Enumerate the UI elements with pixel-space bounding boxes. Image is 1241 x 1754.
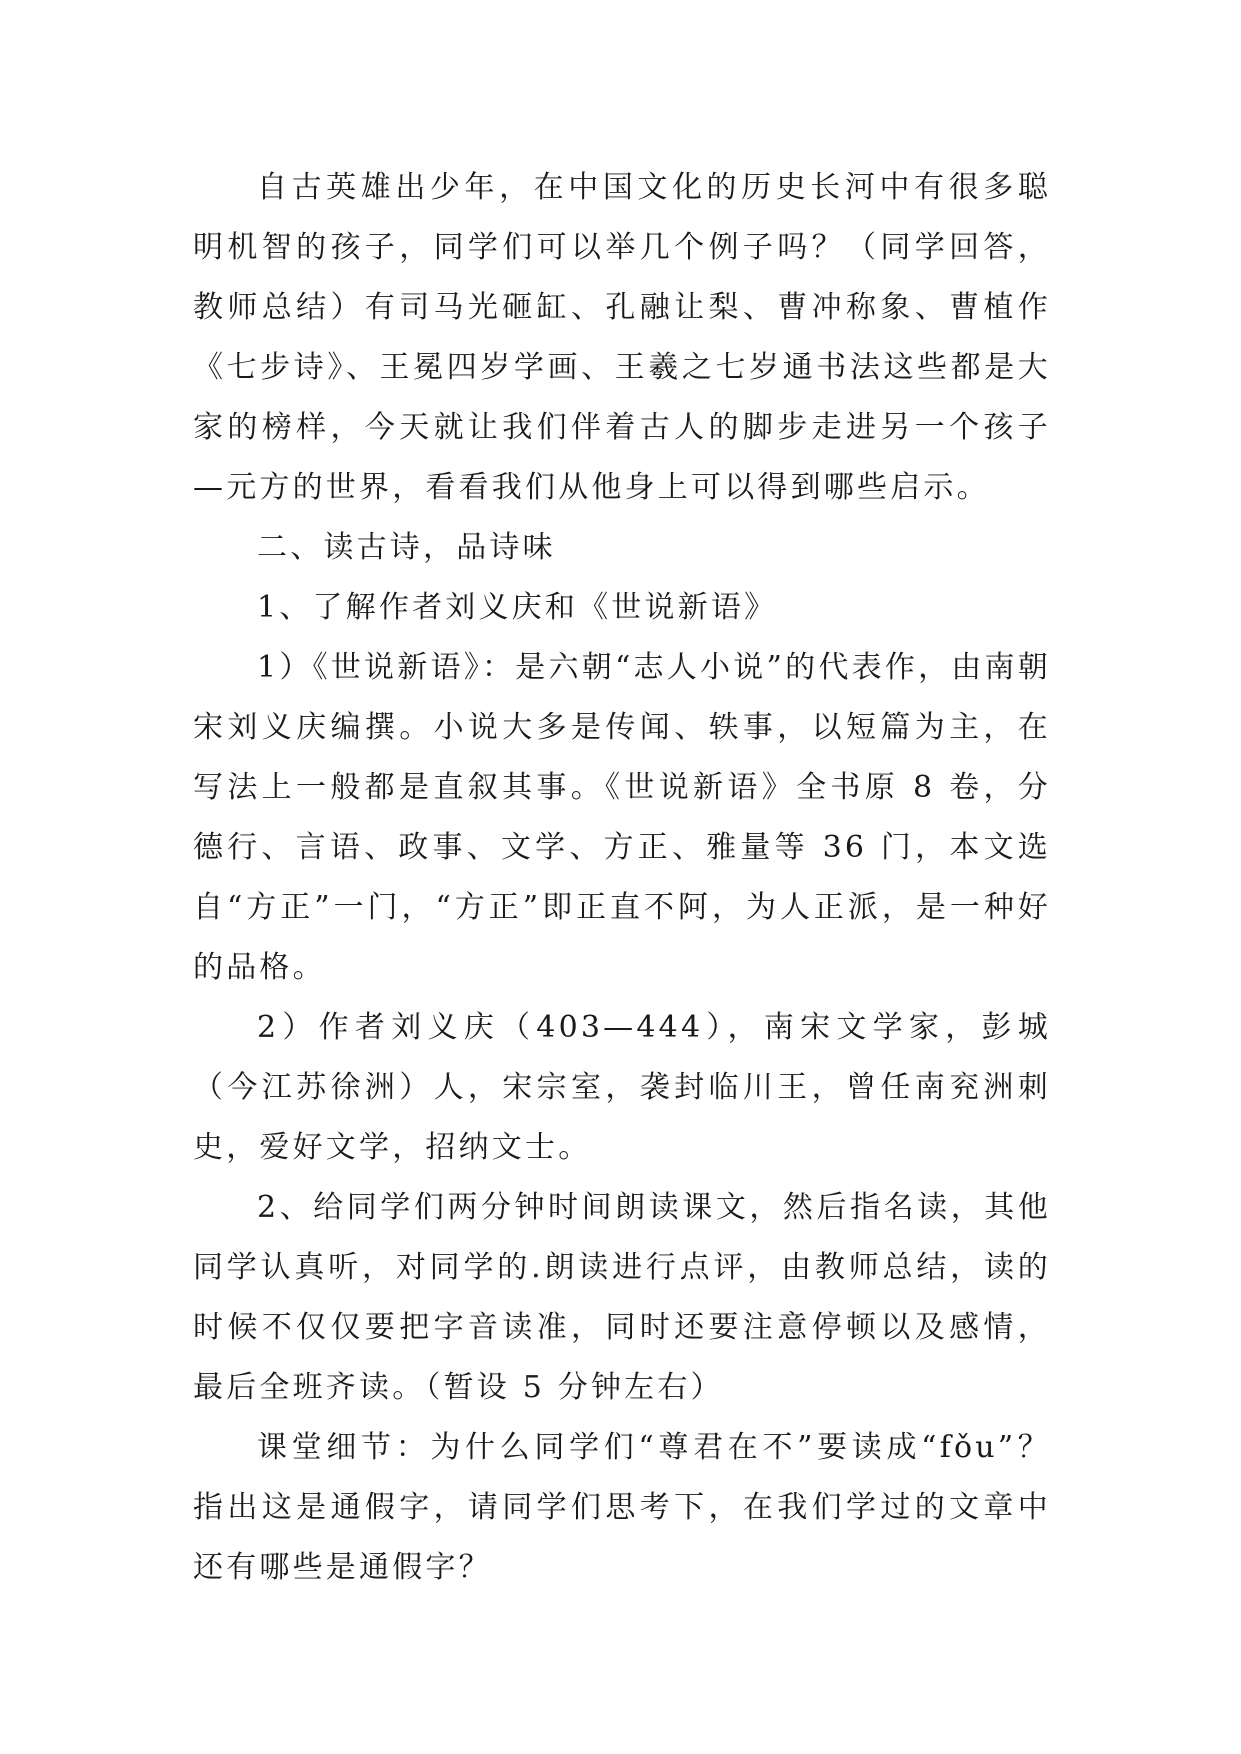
- reading-activity-paragraph: 2、给同学们两分钟时间朗读课文，然后指名读，其他同学认真听，对同学的.朗读进行点评，由教师总结，读的时候不仅仅要把字音读准，同时还要注意停顿以及感情，最后全班齐读。（暂设 5 分钟左右）: [193, 1190, 1051, 1405]
- intro-paragraph: 自古英雄出少年，在中国文化的历史长河中有很多聪明机智的孩子，同学们可以举几个例子吗？（同学回答，教师总结）有司马光砸缸、孔融让梨、曹冲称象、曹植作《七步诗》、王冕四岁学画、王羲之七岁通书法这些都是大家的榜样，今天就让我们伴着古人的脚步走进另一个孩子—元方的世界，看看我们从他身上可以得到哪些启示。: [193, 170, 1051, 505]
- document-page: [193, 158, 1051, 1598]
- classroom-detail-paragraph: 课堂细节：为什么同学们“尊君在不”要读成“fǒu”？指出这是通假字，请同学们思考下，在我们学过的文章中还有哪些是通假字？: [193, 1430, 1051, 1585]
- section-heading: 二、读古诗，品诗味: [257, 530, 556, 565]
- author-intro-paragraph: 2）作者刘义庆（403—444），南宋文学家，彭城（今江苏徐洲）人，宋宗室，袭封临川王，曾任南兖洲刺史，爱好文学，招纳文士。: [193, 1010, 1051, 1165]
- subsection-heading: 1、了解作者刘义庆和《世说新语》: [257, 590, 778, 625]
- book-intro-paragraph: 1）《世说新语》：是六朝“志人小说”的代表作，由南朝宋刘义庆编撰。小说大多是传闻、轶事，以短篇为主，在写法上一般都是直叙其事。《世说新语》全书原 8 卷，分德行、言语、政事、文学、方正、雅量等 36 门，本文选自“方正”一门，“方正”即正直不阿，为人正派，是一种好的品格。: [193, 650, 1051, 985]
